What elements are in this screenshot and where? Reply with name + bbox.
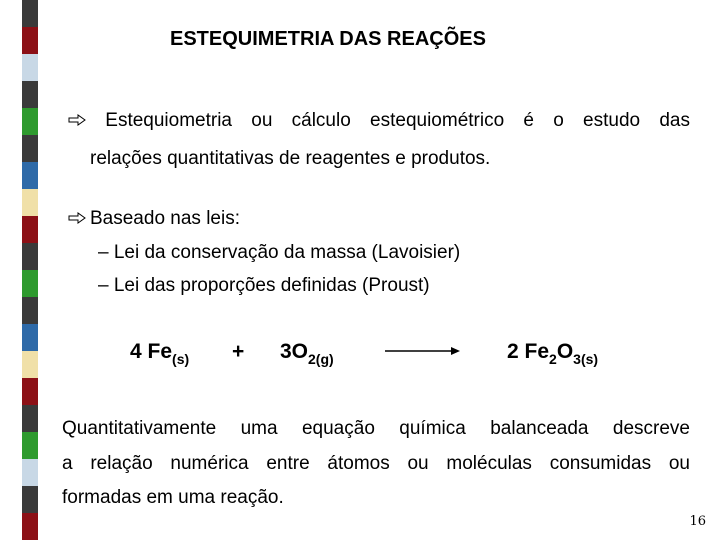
stripe-block (0, 54, 46, 81)
paragraph-line-2: a relação numérica entre átomos ou moléculas consumidas ou (62, 453, 690, 474)
bullet-1-line-2: relações quantitativas de reagentes e produtos. (90, 148, 491, 169)
stripe-block (0, 270, 46, 297)
stripe-block (0, 297, 46, 324)
stripe-block (0, 216, 46, 243)
sub-bullet-lavoisier: – Lei da conservação da massa (Lavoisier) (98, 242, 461, 263)
reaction-arrow (385, 344, 461, 363)
stripe-block (0, 486, 46, 513)
bullet-2-text: Baseado nas leis: (90, 208, 240, 229)
stripe-block (0, 135, 46, 162)
page-number: 16 (689, 514, 706, 529)
stripe-block (0, 81, 46, 108)
paragraph-line-3: formadas em uma reação. (62, 487, 284, 508)
decorative-stripe (0, 0, 46, 540)
sub-bullet-proust: – Lei das proporções definidas (Proust) (98, 275, 430, 296)
slide-title: ESTEQUIMETRIA DAS REAÇÕES (170, 28, 486, 50)
stripe-block (0, 378, 46, 405)
stripe-block (0, 459, 46, 486)
reactant-iron: 4 $Fe_{(s)}$ (130, 340, 190, 367)
plus-sign: + (232, 340, 245, 363)
reactant-oxygen: $3O_{2(g)}$ (280, 340, 334, 367)
stripe-block (0, 108, 46, 135)
stripe-block (0, 432, 46, 459)
stripe-block (0, 27, 46, 54)
bullet-1-line-1 (68, 110, 690, 132)
stripe-block (0, 189, 46, 216)
stripe-block (0, 243, 46, 270)
stripe-block (0, 405, 46, 432)
stripe-block (0, 324, 46, 351)
bullet-2 (68, 208, 240, 230)
outline-arrow-icon (68, 208, 90, 230)
outline-arrow-icon (68, 110, 105, 131)
bullet-1-text: Estequiometria ou cálculo estequiométrico é o estudo das (105, 110, 690, 131)
stripe-block (0, 0, 46, 27)
stripe-block (0, 162, 46, 189)
stripe-block (0, 513, 46, 540)
stripe-block (0, 351, 46, 378)
paragraph-line-1: Quantitativamente uma equação química balanceada descreve (62, 418, 690, 439)
product-iron-oxide: 2 $Fe_2O_{3(s)}$ (507, 340, 599, 367)
